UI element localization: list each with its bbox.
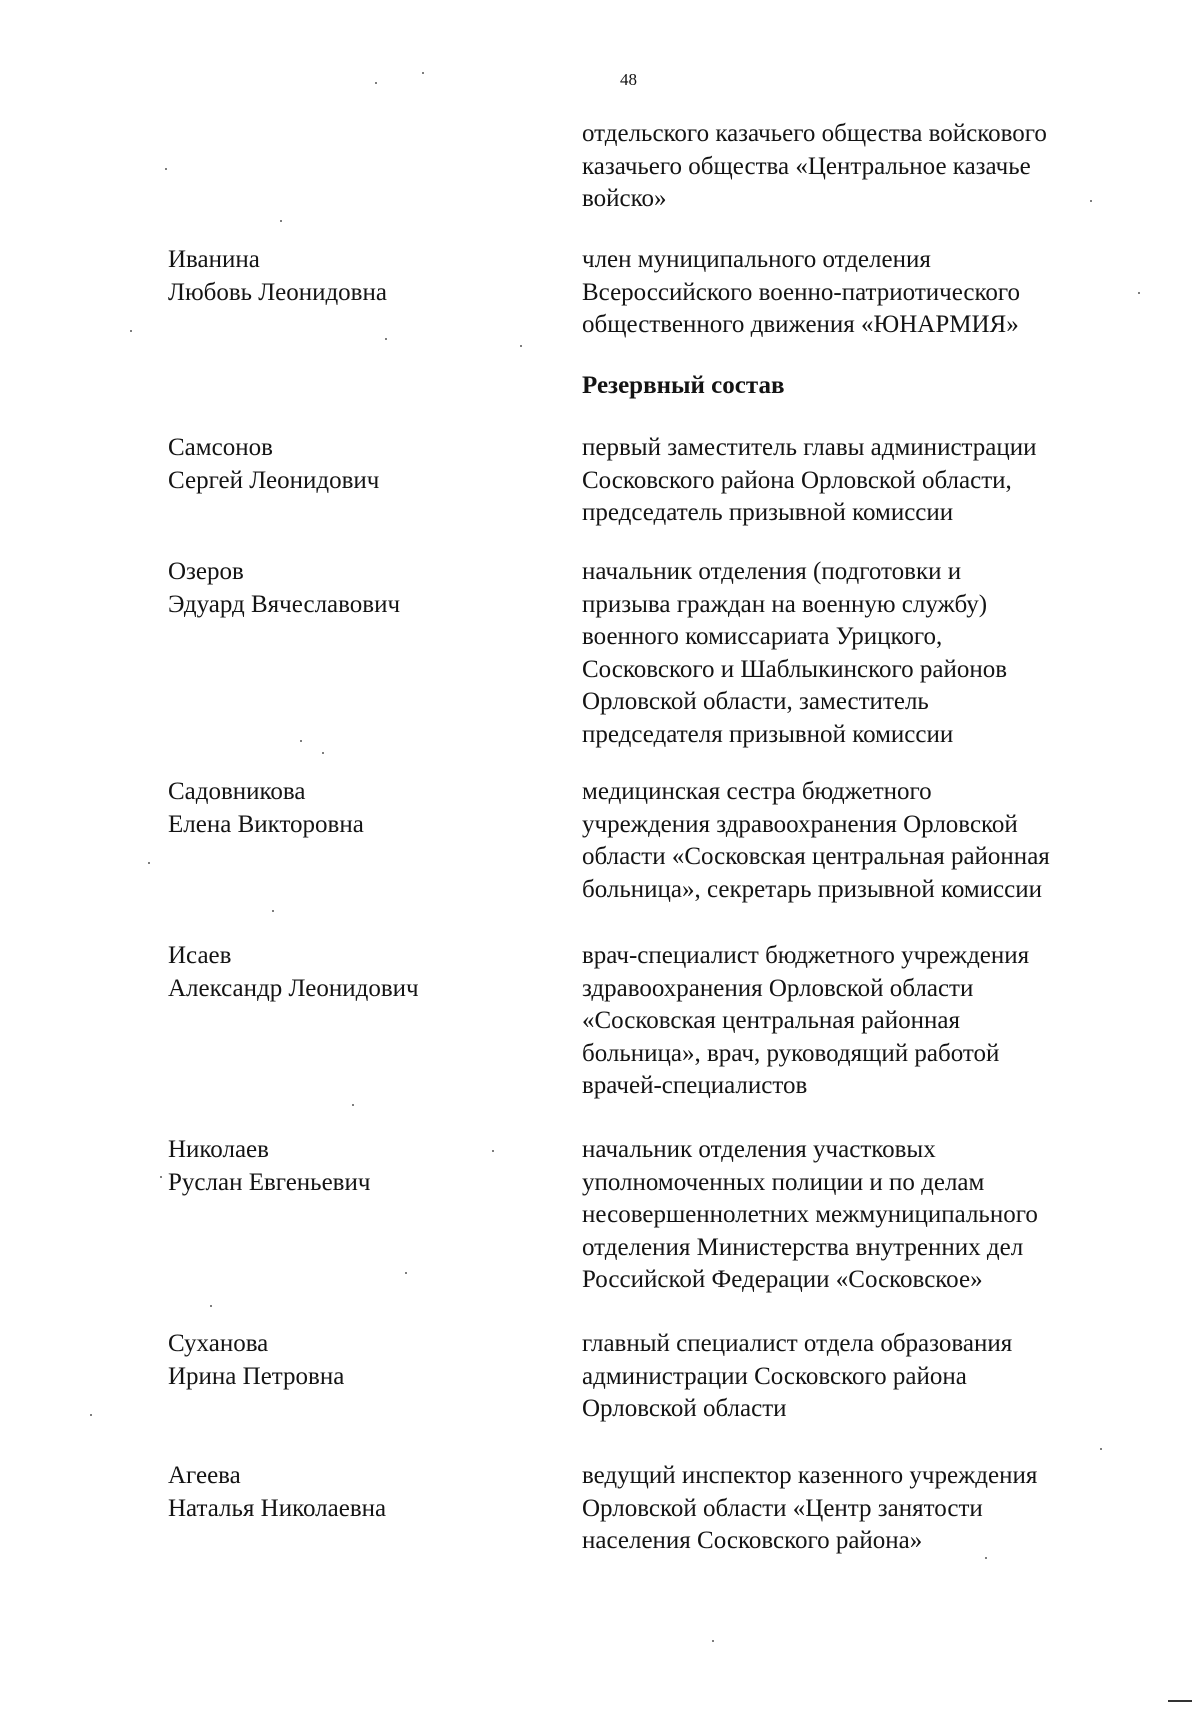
member-name [168,244,387,309]
member-surname: Агеева [168,1462,241,1489]
member-given-names: Любовь Леонидовна [168,278,387,306]
member-role [582,1134,1038,1297]
role-line: медицинская сестра бюджетного [582,778,932,805]
member-role [582,1460,1037,1558]
role-line: общественного движения «ЮНАРМИЯ» [582,311,1019,338]
scan-speck [1090,200,1092,202]
member-surname: Садовникова [168,778,306,805]
scan-speck [165,168,167,170]
role-line: врачей-специалистов [582,1072,808,1099]
scan-speck [160,1176,162,1178]
member-role [582,1328,1012,1426]
role-line: отделения Министерства внутренних дел [582,1233,1024,1261]
scan-speck [492,1150,494,1152]
member-name [168,940,419,1005]
role-line: врач-специалист бюджетного учреждения [582,942,1030,969]
role-line: здравоохранения Орловской области [582,974,974,1002]
role-line: председатель призывной комиссии [582,499,954,526]
role-line: председателя призывной комиссии [582,720,954,748]
scan-speck [405,1272,407,1274]
role-line: начальник отделения (подготовки и [582,558,962,585]
member-name [168,1460,386,1525]
member-given-names: Сергей Леонидович [168,466,380,494]
scan-speck [148,862,150,864]
role-line: отдельского казачьего общества войскового [582,120,1047,147]
scan-speck [712,1640,714,1642]
role-line: член муниципального отделения [582,246,931,273]
member-role [582,556,1007,751]
member-surname: Иванина [168,246,260,273]
member-given-names: Эдуард Вячеславович [168,590,401,618]
role-line: учреждения здравоохранения Орловской [582,810,1018,838]
page-number: 48 [620,70,637,89]
role-line: населения Сосковского района» [582,1527,923,1554]
role-line: Орловской области [582,1395,787,1422]
role-line: больница», врач, руководящий работой [582,1039,1000,1067]
member-surname: Озеров [168,558,244,585]
member-surname: Николаев [168,1136,269,1163]
member-role [582,432,1037,530]
scan-speck [130,330,132,332]
member-name [168,556,400,621]
scan-speck [210,1305,212,1307]
role-line: администрации Сосковского района [582,1362,967,1390]
scan-speck [280,220,282,222]
scan-speck [352,1104,354,1106]
member-given-names: Руслан Евгеньевич [168,1168,371,1196]
role-line: области «Сосковская центральная районная [582,843,1050,870]
member-surname: Самсонов [168,434,273,461]
continued-role-text [582,118,1047,216]
scan-speck [985,1557,987,1559]
scan-speck [300,740,302,742]
member-surname: Исаев [168,942,232,969]
role-line: уполномоченных полиции и по делам [582,1168,985,1196]
role-line: ведущий инспектор казенного учреждения [582,1462,1038,1489]
scan-speck [520,345,522,347]
scan-edge-mark [1168,1700,1192,1702]
member-role [582,244,1020,342]
scan-speck [385,338,387,340]
member-given-names: Елена Викторовна [168,810,364,838]
role-line: Орловской области, заместитель [582,688,929,715]
role-line: Всероссийского военно-патриотического [582,278,1021,306]
scan-speck [1100,1448,1102,1450]
role-line: Сосковского района Орловской области, [582,466,1012,494]
role-line: главный специалист отдела образования [582,1330,1013,1357]
role-line: военного комиссариата Урицкого, [582,623,943,650]
member-name [168,432,379,497]
scan-speck [422,72,424,74]
member-given-names: Наталья Николаевна [168,1494,387,1522]
scan-speck [272,910,274,912]
role-line: войско» [582,185,667,212]
role-line: казачьего общества «Центральное казачье [582,152,1031,180]
role-line: «Сосковская центральная районная [582,1007,960,1034]
scan-speck [322,752,324,754]
scan-speck [90,1414,92,1416]
role-line: призыва граждан на военную службу) [582,590,988,618]
section-heading: Резервный состав [582,372,785,399]
role-line: начальник отделения участковых [582,1136,936,1163]
role-line: Орловской области «Центр занятости [582,1494,983,1522]
member-surname: Суханова [168,1330,269,1357]
member-given-names: Ирина Петровна [168,1362,345,1390]
role-line: Российской Федерации «Сосковское» [582,1266,983,1293]
role-line: Сосковского и Шаблыкинского районов [582,655,1008,683]
scan-speck [375,82,377,84]
member-role [582,776,1050,906]
scan-speck [1138,292,1140,294]
member-role [582,940,1029,1103]
role-line: первый заместитель главы администрации [582,434,1037,461]
role-line: больница», секретарь призывной комиссии [582,875,1043,903]
member-name [168,776,364,841]
member-name [168,1328,344,1393]
role-line: несовершеннолетних межмуниципального [582,1201,1038,1228]
member-name [168,1134,370,1199]
member-given-names: Александр Леонидович [168,974,419,1002]
